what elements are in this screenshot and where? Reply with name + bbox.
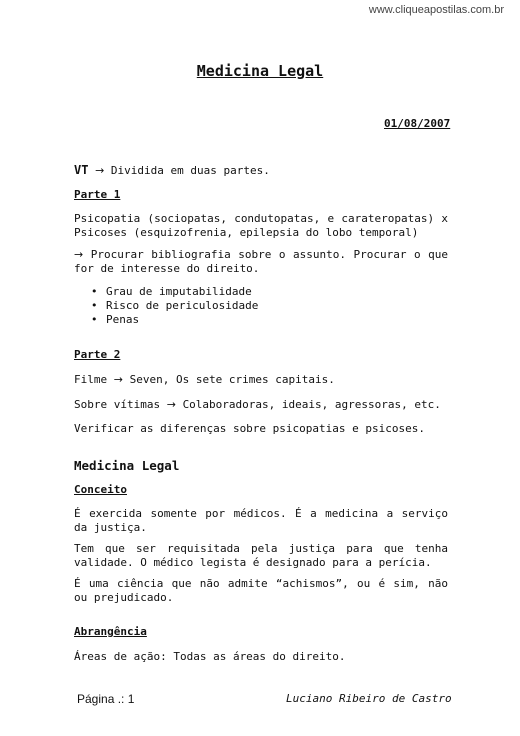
bullet-icon: • [91, 313, 98, 326]
verificar-line: Verificar as diferenças sobre psicopatias e psicoses. [74, 422, 425, 435]
document-date: 01/08/2007 [384, 117, 451, 130]
parte1-heading: Parte 1 [74, 188, 121, 201]
filme-text: Seven, Os sete crimes capitais. [129, 373, 335, 386]
section-title: Medicina Legal [74, 458, 180, 473]
right-arrow-icon: → [95, 164, 105, 177]
parte1-paragraph: Psicopatia (sociopatas, condutopatas, e carateropatas) x Psicoses (esquizofrenia, epilepsia do lobo temporal) [74, 212, 448, 239]
filme-label: Filme [74, 373, 108, 386]
vitimas-text: Colaboradoras, ideais, agressoras, etc. [182, 398, 441, 411]
conceito-paragraph-1: É exercida somente por médicos. É a medicina a serviço da justiça. [74, 507, 448, 534]
conceito-heading: Conceito [74, 483, 127, 496]
vitimas-label: Sobre vítimas [74, 398, 161, 411]
vitimas-line [74, 398, 448, 412]
abrangencia-text: Áreas de ação: Todas as áreas do direito. [74, 650, 346, 663]
parte2-heading: Parte 2 [74, 348, 121, 361]
bullet-icon: • [91, 285, 98, 298]
document-title: Medicina Legal [196, 62, 324, 80]
parte1-note-text: Procurar bibliografia sobre o assunto. Procurar o que for de interesse do direito. [74, 248, 449, 275]
conceito-paragraph-2: Tem que ser requisitada pela justiça para que tenha validade. O médico legista é designado para a perícia. [74, 542, 448, 569]
right-arrow-icon: → [74, 248, 84, 261]
footer-page-number: Página .: 1 [77, 692, 135, 706]
list-item: • Risco de periculosidade [91, 299, 259, 312]
vt-label: VT [74, 163, 89, 177]
abrangencia-heading: Abrangência [74, 625, 147, 638]
parte1-note [74, 248, 448, 276]
conceito-paragraph-3: É uma ciência que não admite “achismos”, ou é sim, não ou prejudicado. [74, 577, 448, 604]
bullet-icon: • [91, 299, 98, 312]
filme-line [74, 373, 448, 387]
vt-line [74, 163, 448, 178]
right-arrow-icon: → [166, 398, 176, 411]
list-item: • Penas [91, 313, 140, 326]
footer-author: Luciano Ribeiro de Castro [286, 692, 452, 705]
vt-text: Dividida em duas partes. [110, 164, 270, 177]
parte1-bullet-list [74, 285, 448, 327]
right-arrow-icon: → [113, 373, 123, 386]
list-item: • Grau de imputabilidade [91, 285, 252, 298]
site-url: www.cliqueapostilas.com.br [368, 4, 504, 16]
